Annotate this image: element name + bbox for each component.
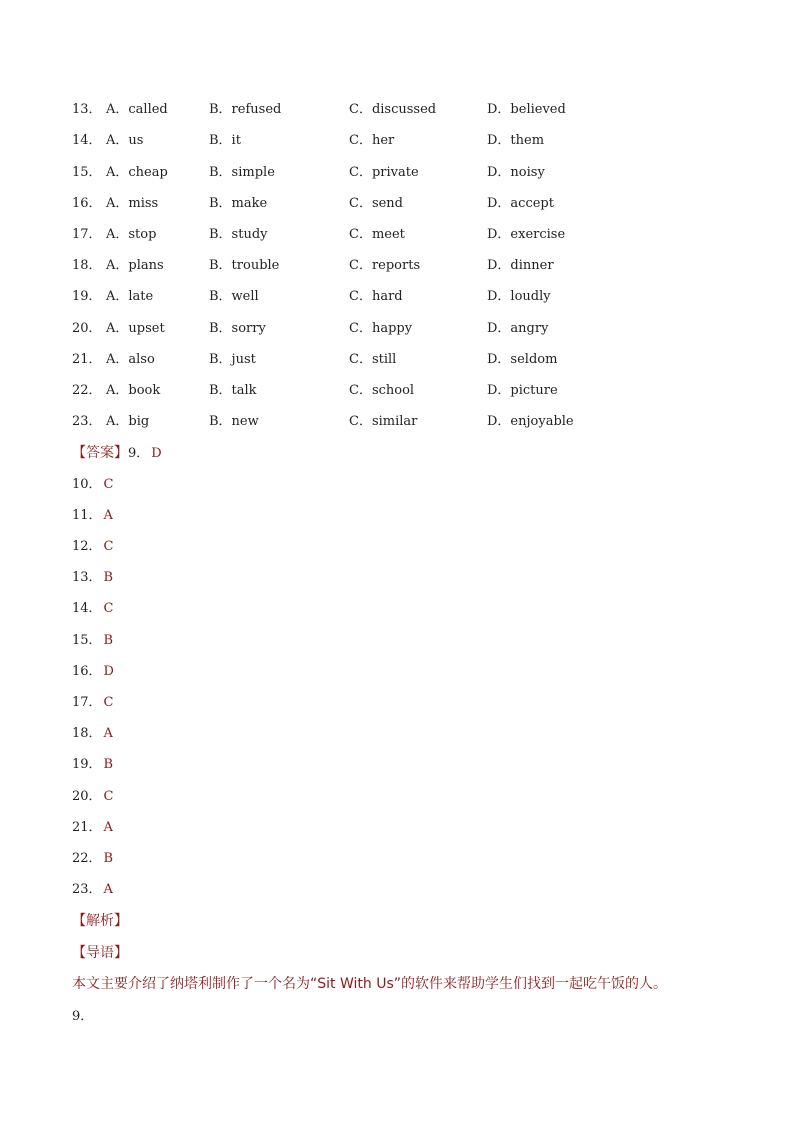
answer-letter: A [103, 882, 113, 897]
option-d: D．accept [487, 196, 554, 211]
answer-letter: D [103, 664, 114, 679]
option-d: D．seldom [487, 352, 558, 367]
answer-row-21 [72, 818, 113, 838]
next-item-number: 9． [72, 1009, 94, 1024]
question-number: 19． [72, 289, 102, 304]
option-d: D．picture [487, 383, 558, 398]
option-a: A．cheap [106, 165, 168, 180]
answer-row-19 [72, 755, 113, 775]
answer-letter: B [103, 633, 114, 648]
answer-number: 11． [72, 508, 102, 523]
option-d: D．believed [487, 102, 566, 117]
option-b: B．make [209, 196, 268, 211]
option-a: A．called [106, 102, 168, 117]
option-b: B．just [209, 352, 256, 367]
answer-number: 19． [72, 757, 102, 772]
answer-number: 20． [72, 789, 102, 804]
option-c: C．meet [349, 227, 405, 242]
option-b: B．study [209, 227, 268, 242]
option-c: C．happy [349, 321, 413, 336]
question-number: 20． [72, 321, 102, 336]
option-c: C．her [349, 133, 395, 148]
question-number: 18． [72, 258, 102, 273]
answer-number: 9． [128, 446, 150, 461]
option-a: A．also [106, 352, 155, 367]
answer-number: 14． [72, 601, 102, 616]
question-number: 16． [72, 196, 102, 211]
question-number: 15． [72, 165, 102, 180]
option-c: C．private [349, 165, 419, 180]
answer-number: 23． [72, 882, 102, 897]
answer-letter: C [103, 477, 114, 492]
option-a: A．late [106, 289, 154, 304]
option-a: A．big [106, 414, 150, 429]
answer-row-12 [72, 537, 114, 557]
answer-letter: B [103, 757, 114, 772]
answer-number: 12． [72, 539, 102, 554]
answer-letter: B [103, 851, 114, 866]
question-number: 21． [72, 352, 102, 367]
answer-number: 10． [72, 477, 102, 492]
option-b: B．refused [209, 102, 282, 117]
answer-letter: C [103, 789, 114, 804]
option-c: C．hard [349, 289, 403, 304]
answer-row-20 [72, 787, 114, 807]
option-c: C．similar [349, 414, 418, 429]
answer-number: 13． [72, 570, 102, 585]
option-d: D．angry [487, 321, 549, 336]
answer-number: 16． [72, 664, 102, 679]
option-d: D．loudly [487, 289, 551, 304]
answer-number: 22． [72, 851, 102, 866]
option-c: C．reports [349, 258, 421, 273]
option-b: B．sorry [209, 321, 266, 336]
option-b: B．trouble [209, 258, 280, 273]
answer-row-13 [72, 568, 113, 588]
option-b: B．simple [209, 165, 275, 180]
option-a: A．stop [106, 227, 157, 242]
answer-letter: A [103, 508, 113, 523]
answer-letter: C [103, 601, 114, 616]
option-b: B．well [209, 289, 259, 304]
option-c: C．still [349, 352, 397, 367]
answer-letter: C [103, 695, 114, 710]
analysis-header: 【解析】 [72, 913, 128, 929]
option-b: B．it [209, 133, 241, 148]
answer-row-14 [72, 599, 114, 619]
answer-row-11 [72, 506, 113, 526]
answer-letter: C [103, 539, 114, 554]
answer-number: 21． [72, 820, 102, 835]
answer-row-22 [72, 849, 113, 869]
answer-number: 18． [72, 726, 102, 741]
option-d: D．enjoyable [487, 414, 574, 429]
answer-row-23 [72, 880, 113, 900]
answer-letter: B [103, 570, 114, 585]
option-c: C．send [349, 196, 404, 211]
option-b: B．talk [209, 383, 257, 398]
answer-row-15 [72, 631, 113, 651]
answer-row-18 [72, 724, 113, 744]
answer-number: 17． [72, 695, 102, 710]
question-number: 22． [72, 383, 102, 398]
question-number: 14． [72, 133, 102, 148]
option-c: C．school [349, 383, 415, 398]
answer-number: 15． [72, 633, 102, 648]
option-d: D．them [487, 133, 545, 148]
option-d: D．dinner [487, 258, 554, 273]
answer-row-10 [72, 475, 114, 495]
answer-row-17 [72, 693, 114, 713]
guide-header: 【导语】 [72, 945, 128, 961]
answer-row-9 [72, 443, 162, 464]
question-number: 13． [72, 102, 102, 117]
answer-letter: A [103, 726, 113, 741]
option-d: D．noisy [487, 165, 545, 180]
option-d: D．exercise [487, 227, 566, 242]
option-a: A．miss [106, 196, 159, 211]
option-a: A．plans [106, 258, 164, 273]
option-a: A．us [106, 133, 144, 148]
option-a: A．book [106, 383, 161, 398]
question-number: 17． [72, 227, 102, 242]
answer-row-16 [72, 662, 114, 682]
summary-text: 本文主要介绍了纳塔利制作了一个名为“Sit With Us”的软件来帮助学生们找到一起吃午饭的人。 [72, 976, 667, 992]
option-a: A．upset [106, 321, 165, 336]
question-number: 23． [72, 414, 102, 429]
option-c: C．discussed [349, 102, 437, 117]
answer-letter: D [151, 446, 162, 461]
option-b: B．new [209, 414, 259, 429]
answer-header: 【答案】 [72, 445, 128, 461]
answer-letter: A [103, 820, 113, 835]
